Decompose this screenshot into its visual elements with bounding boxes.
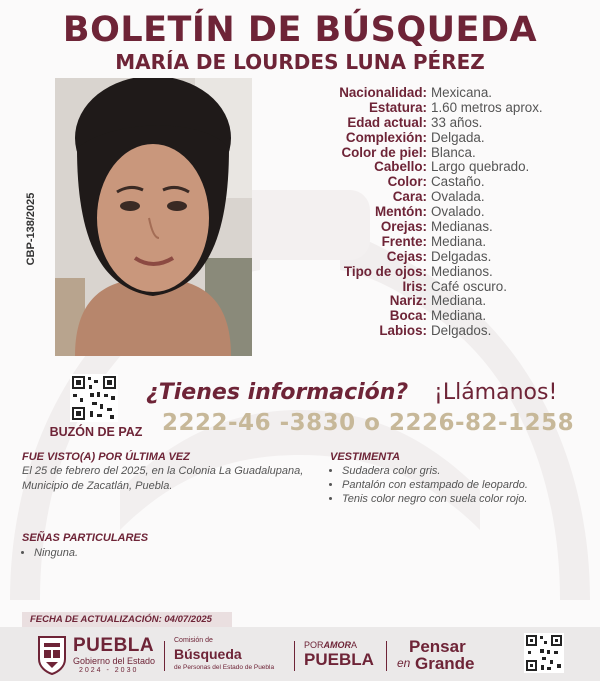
personas-text: de Personas del Estado de Puebla [174,664,275,671]
feature-row [262,324,592,339]
feature-label: Cara: [392,189,427,205]
feature-row [262,309,592,324]
feature-row [262,101,592,116]
comision-text: Comisión de [174,637,213,644]
physical-features [262,86,592,339]
missing-person-name: MARÍA DE LOURDES LUNA PÉREZ [115,50,485,74]
feature-value: 33 años. [431,114,483,130]
feature-label: Edad actual: [347,114,427,130]
feature-label: Complexión: [345,129,427,145]
feature-label: Color: [387,174,427,190]
feature-label: Cejas: [386,248,427,264]
person-photo [55,78,252,356]
feature-row [262,160,592,175]
update-date: FECHA DE ACTUALIZACIÓN: 04/07/2025 [22,612,232,628]
clothing-title: VESTIMENTA [330,451,401,463]
feature-value: Largo quebrado. [431,159,530,175]
feature-label: Orejas: [380,219,427,235]
clothing-list [330,464,600,506]
grande-text: Grande [415,654,475,673]
list-item: • Sudadera color gris. [342,464,600,478]
feature-value: Mexicana. [431,85,493,100]
call-us: ¡Llámanos! [434,380,558,405]
en-text: en [397,656,411,670]
feature-row [262,205,592,220]
feature-row [262,280,592,295]
divider [386,641,387,671]
feature-value: Delgadas. [431,248,492,264]
divider [294,641,295,671]
gobierno-text: Gobierno del Estado [73,656,156,666]
feature-value: Medianos. [431,263,493,279]
feature-row [262,131,592,146]
busqueda-logo-text: Búsqueda [174,646,242,662]
feature-label: Color de piel: [341,144,427,160]
feature-label: Boca: [389,308,427,324]
marks-list [22,546,234,560]
pensar-text: Pensar [409,637,466,656]
feature-value: Medianas. [431,219,493,235]
years-text: 2024 - 2030 [79,667,139,674]
feature-row [262,116,592,131]
feature-label: Cabello: [374,159,427,175]
feature-value: Mediana. [431,233,487,249]
feature-row [262,265,592,280]
amor-text: AMOR [323,640,352,650]
feature-row [262,250,592,265]
state-crest-icon [36,633,68,675]
footer [0,627,600,681]
feature-row [262,235,592,250]
feature-row [262,220,592,235]
divider [164,641,165,671]
feature-label: Tipo de ojos: [343,263,427,279]
list-item: • Pantalón con estampado de leopardo. [342,478,600,492]
feature-row [262,190,592,205]
puebla-logo-text: PUEBLA [73,635,155,656]
feature-label: Nariz: [389,293,427,309]
case-id: CBP-138/2025 [25,192,37,266]
feature-row [262,86,592,101]
bulletin-title: BOLETÍN DE BÚSQUEDA [62,10,538,50]
feature-value: Ovalada. [431,189,485,205]
feature-label: Nacionalidad: [339,85,427,100]
last-seen-text: El 25 de febrero del 2025, en la Colonia La Guadalupana, Municipio de Zacatlán, Puebla. [22,465,304,492]
por-amor-puebla-text: PUEBLA [304,650,374,669]
por-text: POR [304,640,324,650]
feature-value: Café oscuro. [431,278,507,294]
info-question: ¿Tienes información? [146,380,409,405]
list-item: • Ninguna. [34,546,234,560]
a-text: A [351,640,358,650]
feature-row [262,294,592,309]
feature-value: Mediana. [431,293,487,309]
feature-label: Estatura: [368,99,427,115]
feature-value: 1.60 metros aprox. [431,99,543,115]
feature-label: Frente: [381,233,427,249]
feature-row [262,146,592,161]
buzon-de-paz-label: BUZÓN DE PAZ [49,425,143,439]
por-amor-text [304,640,357,650]
phone-numbers[interactable]: 2222-46 -3830 o 2226-82-1258 [162,410,575,436]
marks-title: SEÑAS PARTICULARES [22,532,149,544]
feature-label: Labios: [379,323,427,339]
feature-row [262,175,592,190]
feature-label: Mentón: [374,204,427,220]
feature-value: Delgados. [431,323,492,339]
list-item: • Tenis color negro con suela color rojo. [342,492,600,506]
buzon-qr-code[interactable] [70,374,118,422]
last-seen-title: FUE VISTO(A) POR ÚLTIMA VEZ [22,451,190,463]
feature-value: Blanca. [431,144,476,160]
feature-value: Castaño. [431,174,485,190]
feature-value: Delgada. [431,129,485,145]
feature-value: Ovalado. [431,204,485,220]
footer-qr-code[interactable] [524,633,564,673]
feature-label: Iris: [402,278,427,294]
feature-value: Mediana. [431,308,487,324]
